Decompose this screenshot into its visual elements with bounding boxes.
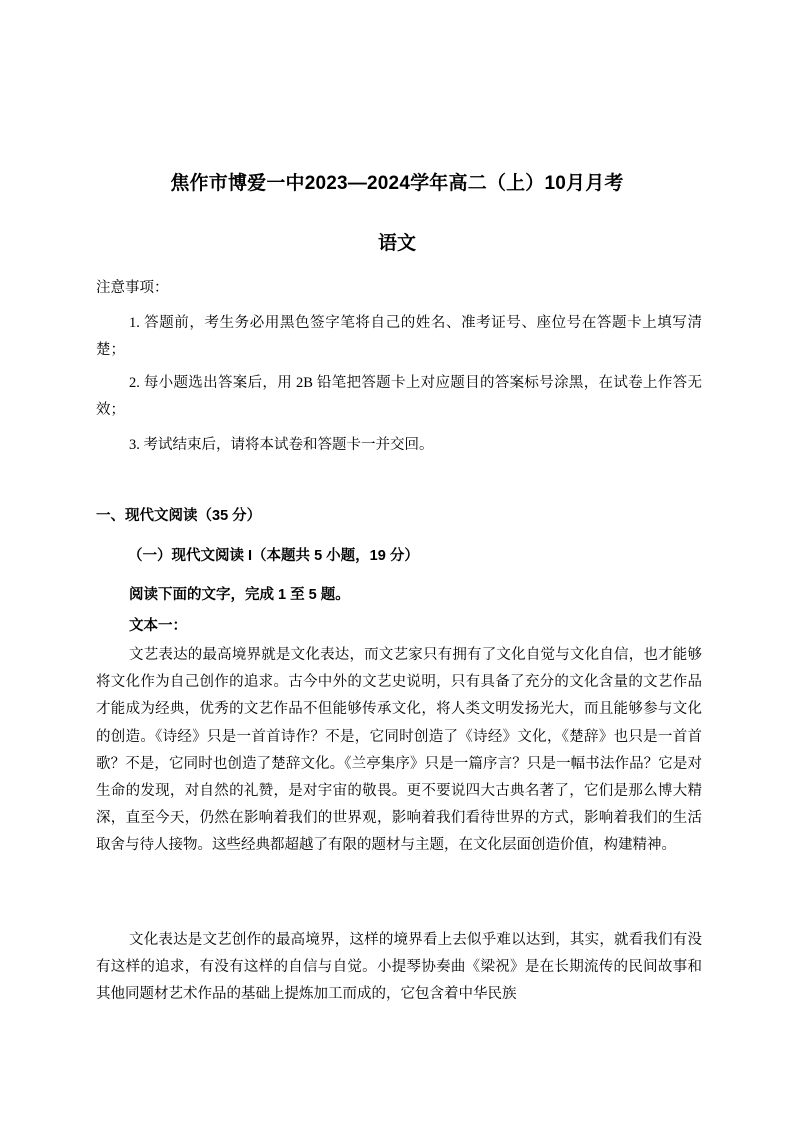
exam-title: 焦作市博爱一中2023—2024学年高二（上）10月月考 (170, 173, 624, 194)
notice-item: 3. 考试结束后，请将本试卷和答题卡一并交回。 (129, 437, 434, 453)
body-paragraph: 文化表达是文艺创作的最高境界，这样的境界看上去似乎难以达到，其实，就看我们有没有这样的追求，有没有这样的自信与自觉。小提琴协奏曲《梁祝》是在长期流传的民间故事和其他同题材艺术作品的基础上提炼加工而成的，它包含着中华民族 (96, 932, 702, 1003)
subject-title: 语文 (377, 233, 416, 254)
body-paragraph: 文艺表达的最高境界就是文化表达，而文艺家只有拥有了文化自觉与文化自信，也才能够将文化作为自己创作的追求。古今中外的文艺史说明，只有具备了充分的文化含量的文艺作品才能成为经典，优秀的文艺作品不但能够传承文化，将人类文明发扬光大，而且能够参与文化的创造。《诗经》只是一首首诗作？不是，它同时创造了《诗经》文化，《楚辞》也只是一首首歌？不是，它同时也创造了楚辞文化。《兰亭集序》只是一篇序言？只是一幅书法作品？它是对生命的发现，对自然的礼赞，是对宇宙的敬畏。更不要说四大古典名著了，它们是那么博大精深，直至今天，仍然在影响着我们的世界观，影响着我们看待世界的方式，影响着我们的生活取舍与待人接物。这些经典都超越了有限的题材与主题，在文化层面创造价值，构建精神。 (96, 647, 702, 854)
text-label: 文本一： (129, 618, 187, 634)
notice-item: 2. 每小题选出答案后，用 2B 铅笔把答题卡上对应题目的答案标号涂黑，在试卷上作答无效； (96, 375, 702, 418)
subsection-heading: （一）现代文阅读 I（本题共 5 小题，19 分） (128, 548, 419, 564)
notice-heading: 注意事项： (96, 280, 169, 296)
section-heading: 一、现代文阅读（35 分） (96, 508, 262, 524)
reading-instruction: 阅读下面的文字，完成 1 至 5 题。 (129, 587, 350, 603)
notice-item: 1. 答题前，考生务必用黑色签字笔将自己的姓名、准考证号、座位号在答题卡上填写清楚； (96, 315, 702, 358)
